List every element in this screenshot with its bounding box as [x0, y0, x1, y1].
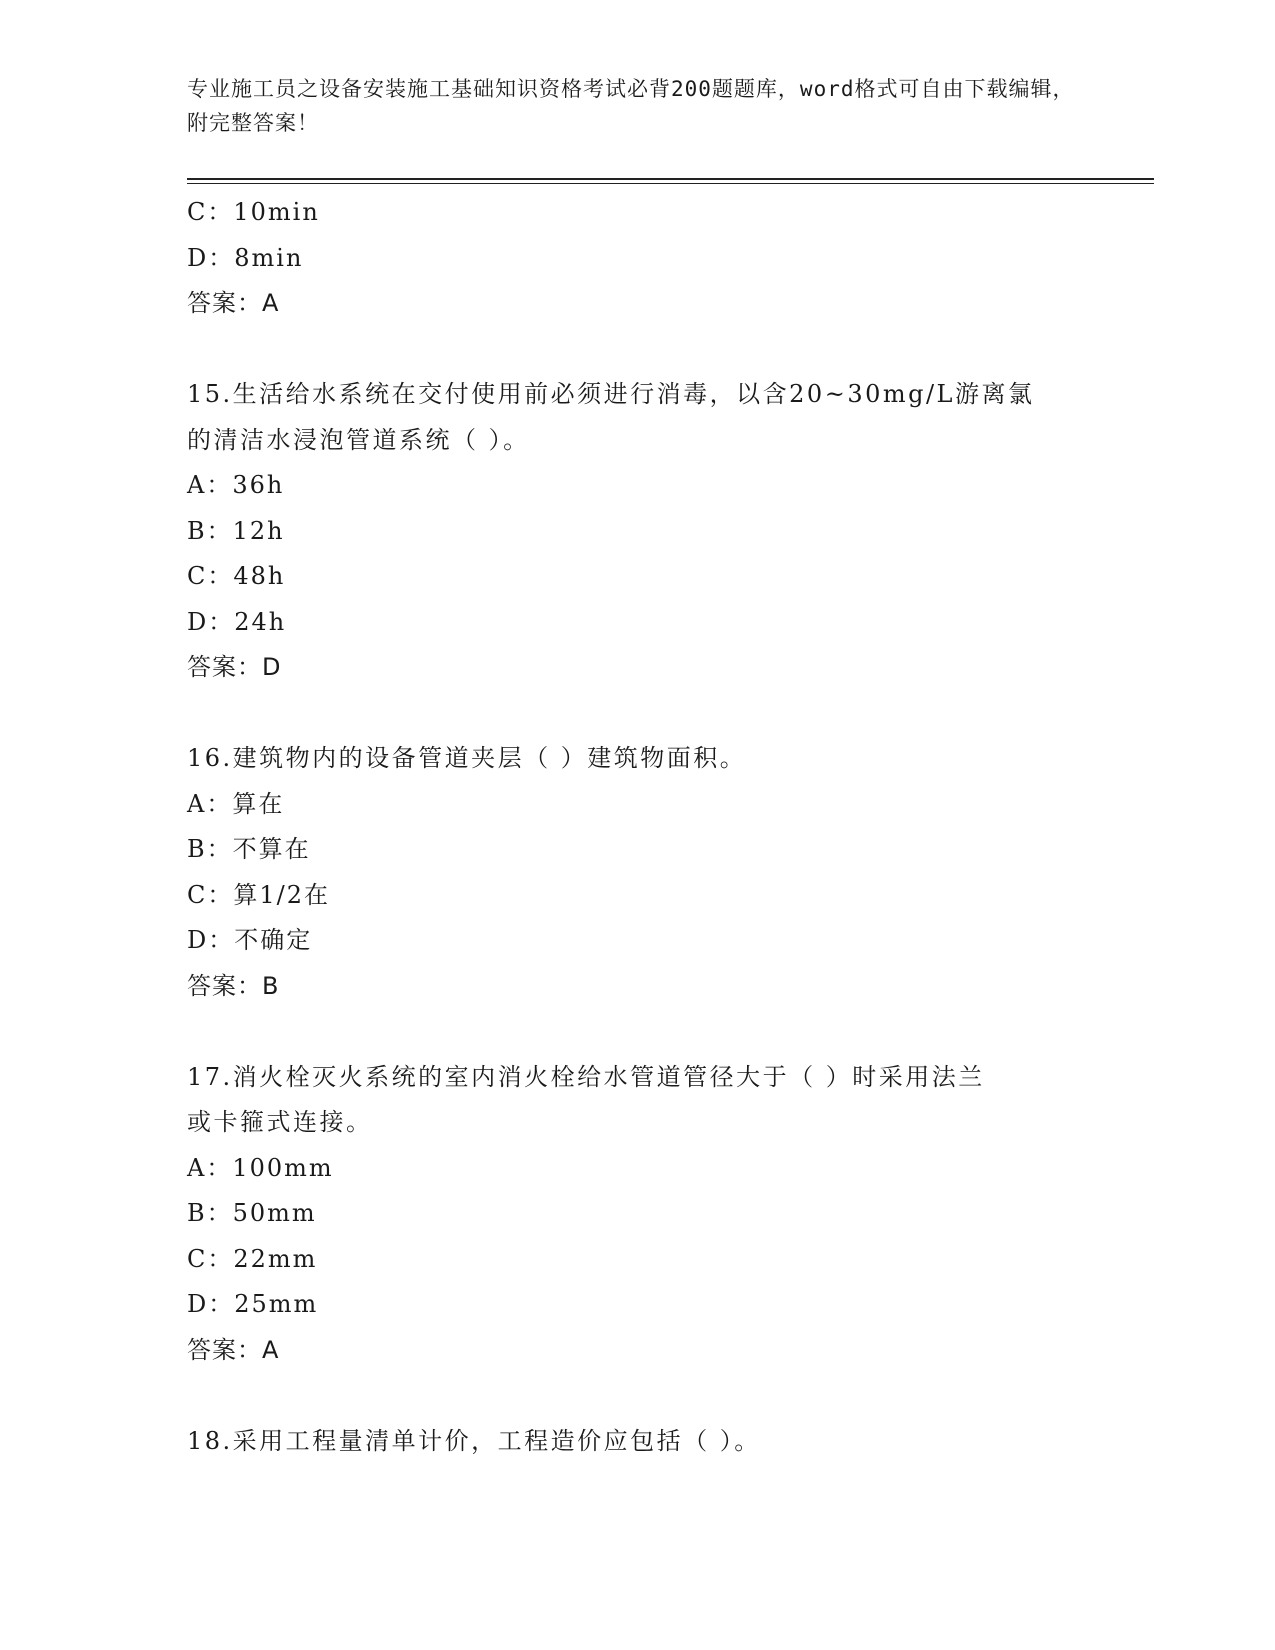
- question-text-line: 15.生活给水系统在交付使用前必须进行消毒，以含20~30mg/L游离氯: [187, 380, 1035, 408]
- answer-line: 答案：A: [187, 1335, 280, 1364]
- option-line: A：算在: [187, 789, 285, 818]
- question-content: [187, 190, 1087, 1464]
- spacer: [187, 1009, 1087, 1055]
- spacer: [187, 691, 1087, 737]
- option-line: A：36h: [187, 471, 285, 499]
- question-text-line: 或卡箍式连接。: [187, 1108, 373, 1136]
- option-line: D：不确定: [187, 926, 313, 954]
- option-line: D：24h: [187, 607, 287, 636]
- option-line: A：100mm: [187, 1153, 334, 1182]
- option-line: C：22mm: [187, 1244, 318, 1273]
- option-line: B：50mm: [187, 1199, 317, 1227]
- option-line: C：10min: [187, 198, 320, 226]
- option-line: D：25mm: [187, 1290, 319, 1318]
- answer-line: 答案：A: [187, 289, 280, 317]
- option-line: C：算1/2在: [187, 880, 330, 909]
- answer-line: 答案：D: [187, 653, 282, 681]
- question-text-line: 18.采用工程量清单计价，工程造价应包括（ ）。: [187, 1426, 761, 1455]
- header-divider: [187, 178, 1154, 184]
- spacer: [187, 327, 1087, 373]
- option-line: B：不算在: [187, 835, 311, 863]
- question-text-line: 的清洁水浸泡管道系统（ ）。: [187, 425, 530, 454]
- answer-line: 答案：B: [187, 971, 280, 1000]
- option-line: D：8min: [187, 243, 304, 272]
- option-line: C：48h: [187, 562, 286, 590]
- question-text-line: 17.消火栓灭火系统的室内消火栓给水管道管径大于（ ）时采用法兰: [187, 1062, 985, 1091]
- option-line: B：12h: [187, 516, 285, 545]
- spacer: [187, 1373, 1087, 1419]
- question-text-line: 16.建筑物内的设备管道夹层（ ）建筑物面积。: [187, 744, 747, 772]
- document-header-title: 专业施工员之设备安装施工基础知识资格考试必背200题题库，word格式可自由下载编辑，附完整答案！: [187, 77, 1075, 135]
